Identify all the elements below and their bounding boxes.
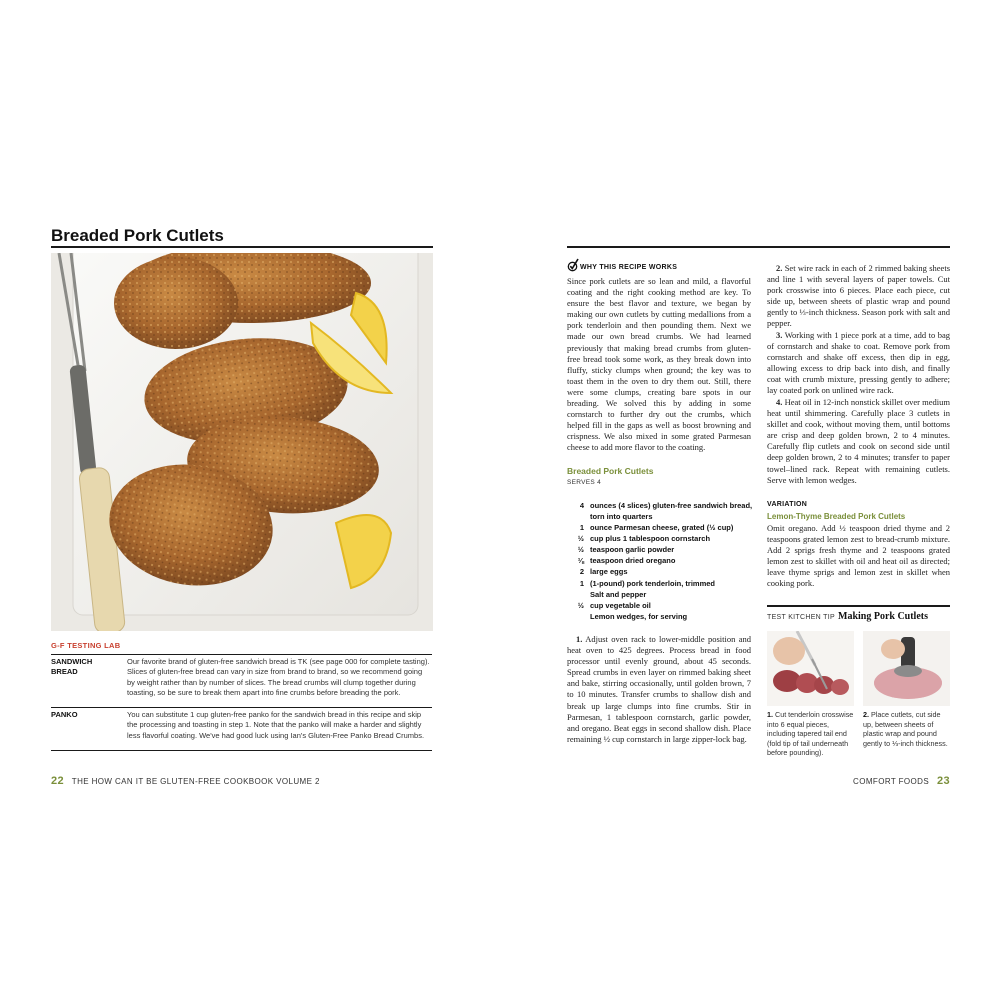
- chapter-title: COMFORT FOODS: [853, 777, 930, 786]
- testing-lab-desc: You can substitute 1 cup gluten-free panko for the sandwich bread in this recipe and skip the processing and toasting in step 1. Note that the panko will make a harder and slightly less flavorful coating. We've had good luck using Ian's Gluten-Free Panko Bread Crumbs.: [127, 710, 425, 740]
- ingredient-text: cup plus 1 tablespoon cornstarch: [590, 534, 711, 543]
- cutting-tenderloin-photo: [767, 631, 854, 706]
- page-number: 22: [51, 775, 65, 787]
- ingredient-qty: ⅛: [577, 556, 584, 565]
- page-number: 23: [936, 775, 950, 787]
- caption-text: Place cutlets, cut side up, between sheets of plastic wrap and pound gently to ⅓-inch thickness.: [863, 710, 948, 748]
- tip-caption-2: [863, 710, 950, 748]
- ingredient-qty: 1: [579, 579, 584, 588]
- book-title: THE HOW CAN IT BE GLUTEN-FREE COOKBOOK VOLUME 2: [71, 777, 320, 786]
- step-number: 1.: [576, 634, 583, 644]
- title-rule: [51, 246, 433, 248]
- ingredient-text: ounces (4 slices) gluten-free sandwich bread, torn into quarters: [590, 501, 753, 522]
- testing-lab-row: [51, 708, 432, 750]
- recipe-title: Breaded Pork Cutlets: [567, 466, 654, 476]
- ingredient: [567, 500, 757, 524]
- ingredient-text: large eggs: [590, 567, 628, 576]
- variation-heading: VARIATION: [767, 501, 808, 508]
- testing-lab-term: PANKO: [51, 710, 78, 719]
- step-number: 2.: [776, 263, 783, 273]
- ingredient-qty: ½: [577, 601, 584, 610]
- ingredient-qty: 2: [579, 567, 584, 576]
- variation-title: Lemon-Thyme Breaded Pork Cutlets: [767, 512, 906, 521]
- caption-number: 1.: [767, 710, 773, 719]
- step-text: Adjust oven rack to lower-middle position and heat oven to 425 degrees. Process bread in food processor until evenly ground, about 45 seconds. Spread crumbs in even layer on rimmed baking sheet and bake, stirring occasionally, until golden brown, 7 to 10 minutes. Transfer crumbs to shallow dish and break up large clumps into fine crumbs. Stir in Parmesan, 1 tablespoon cornstarch, garlic powder, and oregano. Beat eggs in second shallow dish. Place remaining ½ cup cornstarch in large zipper-lock bag.: [567, 634, 752, 744]
- ingredient-text: (1-pound) pork tenderloin, trimmed: [590, 579, 715, 588]
- step-text: Heat oil in 12-inch nonstick skillet over medium heat until shimmering. Carefully place 3 cutlets in skillet and cook, without moving them, until bottoms are crisp and deep golden brown, 2 to 4 minutes. Carefully flip cutlets and cook on second side until deep golden brown, 2 to 4 minutes; transfer to paper towel–lined rack. Repeat with remaining cutlets. Serve with lemon wedges.: [767, 397, 950, 485]
- ingredient-text: teaspoon garlic powder: [590, 545, 675, 554]
- testing-lab-row: [51, 655, 432, 707]
- testing-lab-header: G-F TESTING LAB: [51, 641, 121, 650]
- ingredient-qty: ½: [577, 534, 584, 543]
- ingredient-text: ounce Parmesan cheese, grated (½ cup): [590, 523, 734, 532]
- row-divider: [51, 750, 432, 751]
- step-number: 4.: [776, 397, 783, 407]
- tip-label: TEST KITCHEN TIP: [767, 614, 835, 621]
- why-heading: WHY THIS RECIPE WORKS: [580, 264, 678, 271]
- variation-text: Omit oregano. Add ½ teaspoon dried thyme and 2 teaspoons grated lemon zest to bread-crumb mixture. Add 2 sprigs fresh thyme and 2 teaspoons grated lemon zest to skillet with oil and heat oil as directed; leave thyme sprigs and lemon zest in skillet when cooking pork.: [767, 523, 950, 589]
- ingredient-qty: 4: [579, 501, 584, 510]
- serves: SERVES 4: [567, 479, 602, 486]
- testing-lab-term: SANDWICH BREAD: [51, 657, 93, 677]
- step-number: 3.: [776, 330, 783, 340]
- ingredient-qty: 1: [579, 523, 584, 532]
- testing-lab-desc: Our favorite brand of gluten-free sandwich bread is TK (see page 000 for complete tasting). Slices of gluten-free bread can vary in size from brand to brand, so we recommend going by weight rather than by number of slices. The bread crumbs will clump together during toasting, so be sure to break them apart into fine crumbs before breading the pork.: [127, 657, 430, 698]
- step-text: Set wire rack in each of 2 rimmed baking sheets and line 1 with several layers of paper towels. Cut pork crosswise into 6 pieces. Place each piece, cut side up, between sheets of plastic wrap and pound gently to ⅓-inch thickness. Season pork with salt and pepper.: [767, 263, 951, 329]
- pork-cutlets-photo: [51, 253, 433, 631]
- step-4: [767, 397, 950, 486]
- ingredient-text: Lemon wedges, for serving: [590, 612, 688, 621]
- caption-text: Cut tenderloin crosswise into 6 equal pieces, including tapered tail end (fold tip of tail underneath before pounding).: [767, 710, 854, 758]
- tip-rule: [767, 605, 950, 607]
- ingredient-text: cup vegetable oil: [590, 601, 651, 610]
- step-2: [767, 263, 950, 330]
- tip-title: Making Pork Cutlets: [838, 611, 928, 622]
- top-rule: [567, 246, 950, 248]
- left-folio: [51, 775, 320, 787]
- step-text: Working with 1 piece pork at a time, add to bag of cornstarch and shake to coat. Remove pork from cornstarch and shake off excess, then dip in egg, allowing excess to drip back into dish, and finally coat with crumb mixture, pressing gently to adhere; lay coated pork on unlined wire rack.: [767, 330, 950, 396]
- page-title: Breaded Pork Cutlets: [51, 226, 224, 245]
- caption-number: 2.: [863, 710, 869, 719]
- ingredient-text: teaspoon dried oregano: [590, 556, 676, 565]
- right-folio: [853, 775, 950, 787]
- step-3: [767, 330, 950, 397]
- checkmark-icon: [567, 258, 579, 272]
- why-text: Since pork cutlets are so lean and mild, a flavorful coating and the right cooking method are key. To ensure the best flavor and texture, we began by making our own cutlets by cutting medallions from a pork tenderloin and then pounding them. Next we made our own bread crumbs. We had learned previously that making bread crumbs from gluten-free bread took some work, as they break down into fluffy, sticky clumps when ground; the key was to toast them in the oven to dry them out. Still, there were some clumps, creating bare spots in our breading. We solved this by adding in some cornstarch to further dry out the crumbs, which helped fill in the gaps as well as boost browning and crispness. We also mixed in some grated Parmesan cheese to add more flavor to the coating.: [567, 276, 751, 453]
- step-1: [567, 634, 751, 745]
- tip-caption-1: [767, 710, 855, 758]
- pounding-cutlet-photo: [863, 631, 950, 706]
- ingredient-qty: ½: [577, 545, 584, 554]
- ingredient-text: Salt and pepper: [590, 590, 647, 599]
